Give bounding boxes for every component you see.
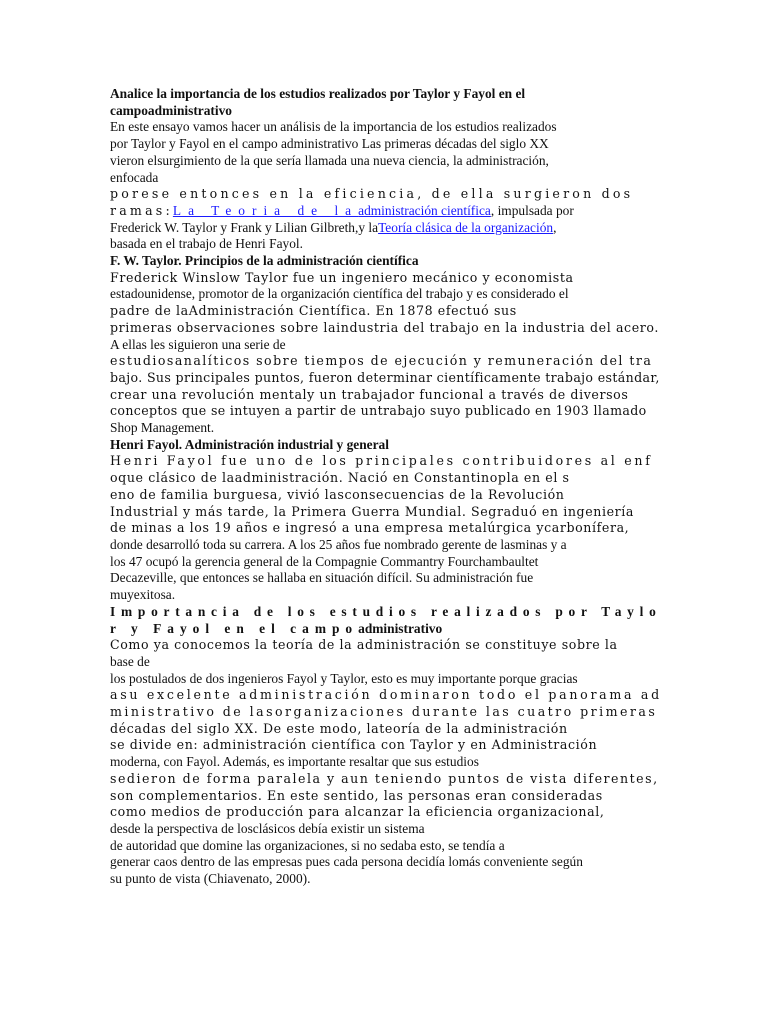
importancia-line: base de: [110, 653, 150, 669]
document-title-line-1: Analice la importancia de los estudios realizados por Taylor y Fayol en el: [110, 86, 526, 101]
taylor-line: bajo. Sus principales puntos, fueron determinar científicamente trabajo estándar,: [110, 369, 660, 385]
importancia-line: de autoridad que domine las organizaciones, si no sedaba esto, se tendía a: [110, 837, 505, 853]
document-body: [110, 86, 662, 888]
fayol-line: Industrial y más tarde, la Primera Guerra Mundial. Segraduó en ingeniería: [110, 503, 635, 519]
importancia-line: Como ya conocemos la teoría de la administración se constituye sobre la: [110, 637, 618, 653]
fayol-line: oque clásico de laadministración. Nació en Constantinopla en el s: [110, 470, 570, 486]
intro-line: porese entonces en la eficiencia, de ella surgieron dos: [110, 186, 634, 202]
taylor-line: primeras observaciones sobre laindustria del trabajo en la industria del acero.: [110, 319, 659, 335]
intro-line: basada en el trabajo de Henri Fayol.: [110, 236, 303, 252]
intro-text: ramas:: [110, 202, 173, 218]
importancia-line: su punto de vista (Chiavenato, 2000).: [110, 871, 311, 887]
fayol-line: de minas a los 19 años e ingresó a una empresa metalúrgica ycarbonífera,: [110, 520, 630, 536]
section-heading-importancia-line-2: [110, 621, 662, 638]
heading-part: administrativo: [358, 620, 443, 636]
taylor-line: conceptos que se intuyen a partir de untrabajo suyo publicado en 1903 llamado: [110, 403, 647, 419]
taylor-line: Frederick Winslow Taylor fue un ingeniero mecánico y economista: [110, 269, 574, 285]
fayol-line: Decazeville, que entonces se hallaba en situación difícil. Su administración fue: [110, 570, 534, 586]
intro-text: Frederick W. Taylor y Frank y Lilian Gilbreth,y la: [110, 219, 379, 235]
section-heading-taylor: F. W. Taylor. Principios de la administración científica: [110, 253, 419, 269]
fayol-line: Henri Fayol fue uno de los principales contribuidores al enf: [110, 453, 653, 469]
intro-line: En este ensayo vamos hacer un análisis de la importancia de los estudios realizados: [110, 119, 557, 135]
importancia-line: sedieron de forma paralela y aun teniendo puntos de vista diferentes,: [110, 770, 659, 786]
link-administracion-cientifica[interactable]: administración científica: [358, 202, 491, 218]
fayol-line: donde desarrolló toda su carrera. A los 25 años fue nombrado gerente de lasminas y a: [110, 536, 567, 552]
taylor-line: estadounidense, promotor de la organización científica del trabajo y es considerado el: [110, 286, 569, 302]
taylor-line: A ellas les siguieron una serie de: [110, 336, 286, 352]
importancia-line: desde la perspectiva de losclásicos debía existir un sistema: [110, 820, 425, 836]
importancia-line: los postulados de dos ingenieros Fayol y Taylor, esto es muy importante porque gracias: [110, 670, 578, 686]
taylor-line: padre de laAdministración Científica. En 1878 efectuó sus: [110, 303, 517, 319]
intro-text: , impulsada por: [490, 202, 574, 218]
importancia-line: asu excelente administración dominaron todo el panorama ad: [110, 687, 662, 703]
fayol-line: eno de familia burguesa, vivió lasconsecuencias de la Revolución: [110, 486, 565, 502]
importancia-line: generar caos dentro de las empresas pues cada persona decidía lomás conveniente según: [110, 854, 583, 870]
intro-line: vieron elsurgimiento de la que sería llamada una nueva ciencia, la administración,: [110, 152, 549, 168]
fayol-line: los 47 ocupó la gerencia general de la Compagnie Commantry Fourchambaultet: [110, 553, 539, 569]
importancia-line: moderna, con Fayol. Además, es importante resaltar que sus estudios: [110, 754, 479, 770]
document-title-line-2: campoadministrativo: [110, 102, 232, 118]
importancia-line: décadas del siglo XX. De este modo, lateoría de la administración: [110, 720, 568, 736]
link-teoria-clasica[interactable]: Teoría clásica de la organización: [378, 219, 554, 235]
importancia-line: son complementarios. En este sentido, las personas eran consideradas: [110, 787, 603, 803]
importancia-line: se divide en: administración científica con Taylor y en Administración: [110, 737, 598, 753]
taylor-line: Shop Management.: [110, 420, 215, 436]
fayol-line: muyexitosa.: [110, 587, 176, 603]
importancia-line: ministrativo de lasorganizaciones durante las cuatro primeras: [110, 704, 658, 720]
heading-part: r y Fayol en el campo: [110, 620, 359, 636]
intro-line: por Taylor y Fayol en el campo administrativo Las primeras décadas del siglo XX: [110, 136, 549, 152]
importancia-line: como medios de producción para alcanzar la eficiencia organizacional,: [110, 804, 605, 820]
link-la-teoria[interactable]: La Teoria de la: [172, 202, 359, 218]
intro-line-with-links: [110, 203, 662, 220]
taylor-line: estudiosanalíticos sobre tiempos de ejecución y remuneración del tra: [110, 353, 653, 369]
section-heading-importancia-line-1: Importancia de los estudios realizados por Taylo: [110, 603, 662, 619]
intro-line: enfocada: [110, 169, 159, 185]
section-heading-fayol: Henri Fayol. Administración industrial y general: [110, 436, 389, 452]
intro-text: ,: [553, 219, 557, 235]
taylor-line: crear una revolución mentaly un trabajador funcional a través de diversos: [110, 386, 629, 402]
intro-line-with-links: [110, 220, 662, 237]
